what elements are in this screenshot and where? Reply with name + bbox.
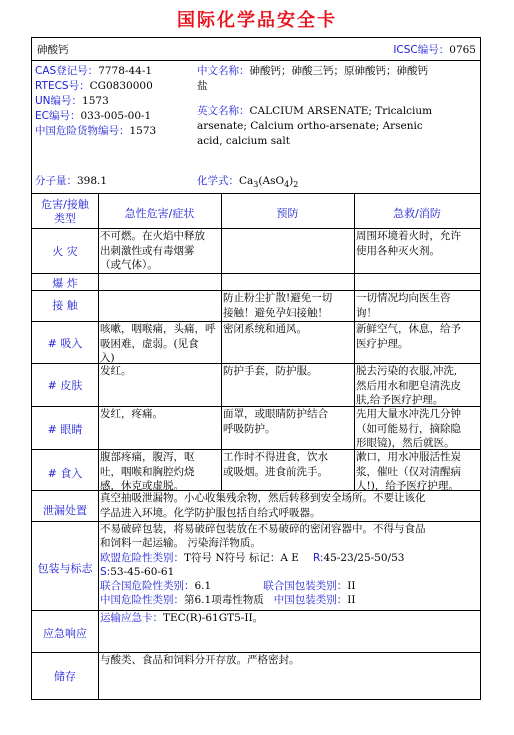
cn-class-value: 第6.1项毒性物质 — [184, 594, 264, 607]
cas-value: 7778-44-1 — [98, 65, 153, 77]
en-name-label: 英文名称： — [197, 105, 250, 117]
divider — [32, 60, 480, 61]
card-title: 国际化学品安全卡 — [177, 10, 337, 31]
skin-label: # 皮肤 — [47, 379, 83, 392]
ingestion-firstaid — [356, 450, 479, 494]
mw-value: 398.1 — [77, 175, 108, 187]
eyes-prevention — [223, 407, 353, 436]
eyes-firstaid — [356, 407, 479, 451]
formula-label: 化学式： — [197, 175, 239, 187]
fire-firstaid — [356, 229, 479, 258]
text-line: 学品进入环境。化学防护服包括自给式呼吸器。 — [100, 506, 321, 519]
text-line: 一切情况均向医生咨 — [356, 292, 451, 304]
firstaid-header: 急救/消防 — [393, 207, 441, 220]
type-header-2: 类型 — [54, 212, 76, 225]
hazard-header: 急性危害/症状 — [124, 207, 195, 220]
un-class-label: 联合国危险性类别： — [100, 580, 195, 593]
divider — [32, 273, 480, 274]
text-line: 吸困难，虚弱。(见食 — [100, 337, 199, 350]
s-label: S: — [100, 565, 111, 578]
text-line: 然后用水和肥皂清洗皮 — [356, 379, 461, 392]
text-line: 肤,给予医疗护理。 — [356, 394, 444, 406]
un-label: UN编号： — [35, 95, 83, 107]
molecular-weight — [35, 174, 107, 188]
un-pack-label: 联合国包装类别： — [263, 580, 348, 593]
icsc-value: 0765 — [449, 44, 476, 56]
mw-label: 分子量： — [35, 175, 77, 187]
emergency-code-value: TEC(R)-61GT5-II。 — [163, 612, 264, 624]
un-pack-value: II — [347, 580, 356, 593]
divider — [221, 193, 222, 490]
un-value: 1573 — [82, 95, 109, 107]
fire-hazard — [100, 229, 220, 273]
text-line: 周围环境着火时，允许 — [356, 230, 461, 242]
text-line: 浆，催吐（仅对清醒病 — [356, 465, 461, 478]
text-line: 工作时不得进食，饮水 — [223, 451, 328, 463]
cas-label: CAS登记号： — [35, 65, 99, 77]
skin-hazard — [100, 364, 220, 379]
storage-label: 储存 — [54, 670, 76, 683]
cn-class-line — [100, 593, 478, 607]
inhalation-prevention — [223, 322, 353, 337]
text-line: 先用大量水冲洗几分钟 — [356, 408, 461, 420]
ec-label: EC编号： — [35, 110, 81, 122]
id-block — [35, 64, 156, 139]
cn-pack-value: II — [347, 594, 356, 607]
chemical-formula — [197, 174, 298, 192]
formula-part: Ca — [239, 175, 254, 187]
text-line: 密闭系统和通风。 — [223, 323, 307, 335]
cn-name-value: 砷酸钙；砷酸三钙；原砷酸钙；砷酸钙 — [249, 65, 428, 77]
rtecs-value: CG0830000 — [89, 80, 153, 92]
divider — [98, 193, 99, 490]
formula-sub: 3 — [253, 180, 259, 190]
s-value: 53-45-60-61 — [110, 565, 175, 578]
cn-dg-label: 中国危险货物编号： — [35, 125, 130, 137]
formula-sub: 2 — [293, 180, 299, 190]
explosion-label: 爆 炸 — [52, 277, 78, 290]
skin-prevention — [223, 364, 353, 379]
text-line: 形眼镜)，然后就医。 — [356, 437, 455, 449]
text-line: （如可能易行，摘除隐 — [356, 422, 461, 435]
text-line: 防护手套，防护服。 — [223, 365, 318, 377]
text-line: （或气体）。 — [100, 259, 158, 271]
text-line: 发红。 — [100, 365, 132, 377]
inhalation-firstaid — [356, 322, 479, 351]
eyes-label: # 眼睛 — [47, 423, 83, 436]
emergency-text — [100, 611, 478, 626]
text-line: 呼吸防护。 — [223, 422, 276, 435]
text-line: 人!)，给予医疗护理。 — [356, 480, 459, 492]
cn-name-label: 中文名称： — [197, 65, 250, 77]
formula-sub: 4 — [284, 180, 290, 190]
icsc-label: ICSC编号： — [393, 44, 450, 56]
text-line: 医疗护理。 — [356, 337, 409, 350]
packaging-text — [100, 522, 478, 608]
prevention-header: 预防 — [276, 207, 299, 220]
text-line: 或吸烟。进食前洗手。 — [223, 465, 328, 478]
emergency-code-label: 运输应急卡： — [100, 612, 163, 624]
divider — [32, 193, 480, 194]
text-line: 新鲜空气，休息，给予 — [356, 323, 461, 335]
text-line: 吐，咽喉和胸腔灼烧 — [100, 465, 195, 478]
eyes-hazard — [100, 407, 220, 422]
text-line: 发红，疼痛。 — [100, 408, 163, 420]
text-line: 和饲料一起运输。 污染海洋物质。 — [100, 537, 261, 550]
text-line: 感，休克或虚脱。 — [100, 480, 184, 492]
r-label: R: — [312, 551, 324, 564]
cn-name-value-2: 盐 — [197, 80, 208, 92]
text-line: 询！ — [356, 306, 377, 319]
safety-card — [31, 37, 481, 700]
packaging-label: 包装与标志 — [37, 562, 93, 575]
text-line: 入) — [100, 352, 115, 364]
exposure-label: 接 触 — [52, 299, 78, 312]
text-line: 腹部疼痛，腹泻，呕 — [100, 451, 195, 463]
text-line: 漱口，用水冲服活性炭 — [356, 451, 461, 463]
text-line: 接触！避免孕妇接触！ — [223, 306, 328, 319]
ingestion-prevention — [223, 450, 353, 479]
en-name-value: CALCIUM ARSENATE; Tricalcium — [249, 105, 433, 117]
en-name-value-3: acid, calcium salt — [197, 135, 290, 147]
divider — [354, 193, 355, 490]
type-header — [32, 198, 98, 226]
exposure-firstaid — [356, 291, 479, 320]
cn-pack-label: 中国包装类别： — [273, 594, 348, 607]
r-value: 45-23/25-50/53 — [323, 551, 405, 564]
text-line: 咳嗽，咽喉痛，头痛，呼 — [100, 323, 216, 335]
text-line: 使用各种灭火剂。 — [356, 244, 440, 257]
eu-class-line — [100, 551, 478, 565]
storage-text: 与酸类、食品和饲料分开存放。严格密封。 — [100, 654, 300, 666]
eu-class-value: T符号 N符号 标记：A E — [184, 551, 299, 564]
icsc-number — [393, 43, 476, 57]
names-block — [197, 64, 479, 149]
eu-class-label: 欧盟危险性类别： — [100, 551, 184, 564]
un-class-line — [100, 579, 478, 593]
rtecs-label: RTECS号： — [35, 80, 90, 92]
un-class-value: 6.1 — [194, 580, 212, 593]
spill-text — [100, 491, 478, 520]
emergency-label: 应急响应 — [43, 627, 87, 640]
text-line: 出刺激性或有毒烟雾 — [100, 244, 195, 257]
ingestion-label: # 食入 — [47, 467, 83, 480]
s-line — [100, 565, 478, 579]
ec-value: 033-005-00-1 — [80, 110, 152, 122]
spill-label: 泄漏处置 — [43, 504, 87, 517]
formula-part: ) — [289, 175, 294, 187]
text-line: 真空抽吸泄漏物。小心收集残余物，然后转移到安全场所。不要让该化 — [100, 492, 426, 504]
inhalation-hazard — [100, 322, 220, 366]
text-line: 脱去污染的衣服,冲洗, — [356, 365, 458, 377]
ingestion-hazard — [100, 450, 220, 494]
text-line: 防止粉尘扩散!避免一切 — [223, 292, 333, 304]
cn-dg-value: 1573 — [129, 125, 157, 137]
type-header-1: 危害/接触 — [41, 198, 89, 211]
formula-part: (AsO — [258, 175, 285, 187]
text-line: 面罩，或眼睛防护结合 — [223, 408, 328, 420]
skin-firstaid — [356, 364, 479, 408]
chemical-name: 砷酸钙 — [37, 44, 69, 56]
en-name-value-2: arsenate; Calcium ortho-arsenate; Arsenic — [197, 120, 423, 132]
inhalation-label: # 吸入 — [47, 337, 83, 350]
fire-label: 火 灾 — [52, 245, 78, 258]
text-line: 不可燃。在火焰中释放 — [100, 230, 205, 242]
text-line: 不易破碎包装，将易破碎包装放在不易破碎的密闭容器中。不得与食品 — [100, 523, 426, 535]
cn-class-label: 中国危险性类别： — [100, 594, 184, 607]
exposure-prevention — [223, 291, 353, 320]
